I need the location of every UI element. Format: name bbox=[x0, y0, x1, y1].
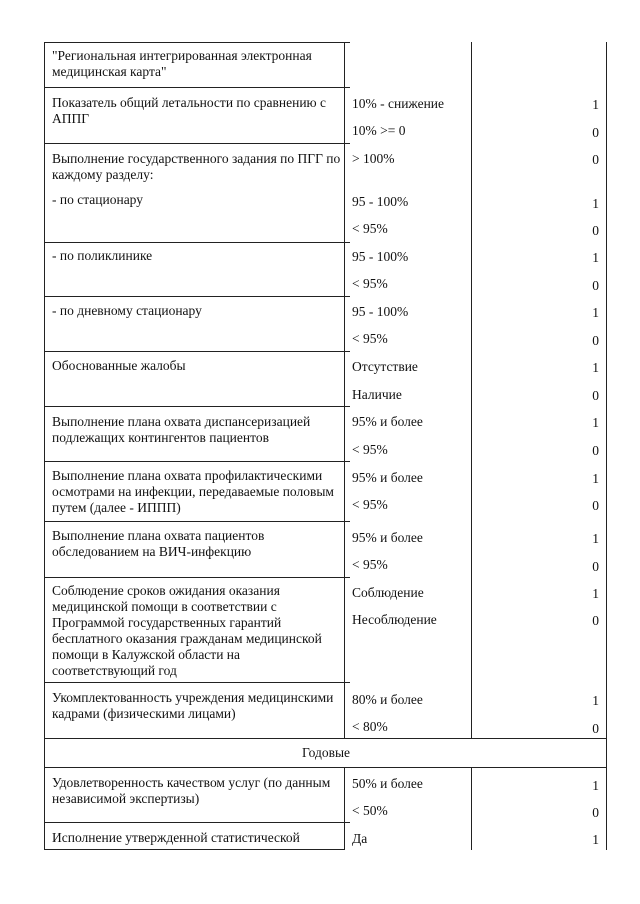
row-border bbox=[44, 351, 350, 352]
criterion-cell: "Региональная интегрированная электронная медицинская карта" bbox=[52, 48, 312, 79]
section-header: Годовые bbox=[301, 745, 351, 760]
points-cell: 0 bbox=[592, 559, 599, 574]
points-cell: 0 bbox=[592, 613, 599, 628]
value-cell: < 95% bbox=[352, 557, 388, 572]
row-border bbox=[44, 577, 350, 578]
value-cell: 80% и более bbox=[352, 692, 423, 707]
column-divider-value-lower bbox=[471, 767, 472, 850]
value-cell: Да bbox=[352, 831, 368, 846]
points-cell: 0 bbox=[592, 223, 599, 238]
value-cell: Наличие bbox=[352, 387, 402, 402]
row-border bbox=[44, 242, 350, 243]
table-border-right bbox=[606, 42, 607, 850]
row-border bbox=[44, 87, 350, 88]
row-border bbox=[44, 682, 350, 683]
points-cell: 1 bbox=[592, 360, 599, 375]
value-cell: < 50% bbox=[352, 803, 388, 818]
points-cell: 0 bbox=[592, 498, 599, 513]
value-cell: < 95% bbox=[352, 442, 388, 457]
value-cell: Соблюдение bbox=[352, 585, 424, 600]
value-cell: 95 - 100% bbox=[352, 304, 409, 319]
value-cell: < 95% bbox=[352, 331, 388, 346]
criterion-cell: Выполнение плана охвата профилактическими осмотрами на инфекции, передаваемые половым путем (далее - ИППП) bbox=[52, 468, 334, 515]
value-cell: < 95% bbox=[352, 276, 388, 291]
value-cell: < 95% bbox=[352, 497, 388, 512]
criterion-cell: - по поликлинике bbox=[52, 248, 153, 263]
column-divider-criterion bbox=[344, 42, 345, 738]
value-cell: 10% >= 0 bbox=[352, 123, 406, 138]
value-cell: < 80% bbox=[352, 719, 388, 734]
points-cell: 0 bbox=[592, 388, 599, 403]
value-cell: 95 - 100% bbox=[352, 249, 409, 264]
criterion-cell: Удовлетворенность качеством услуг (по данным независимой экспертизы) bbox=[52, 775, 331, 806]
criterion-cell: Показатель общий летальности по сравнению с АППГ bbox=[52, 95, 326, 126]
points-cell: 0 bbox=[592, 333, 599, 348]
row-border bbox=[44, 822, 350, 823]
value-cell: 10% - снижение bbox=[352, 96, 445, 111]
value-cell: Несоблюдение bbox=[352, 612, 437, 627]
criterion-cell: Укомплектованность учреждения медицинскими кадрами (физическими лицами) bbox=[52, 690, 334, 721]
column-divider-value bbox=[471, 42, 472, 738]
row-border-full bbox=[44, 738, 607, 739]
points-cell: 0 bbox=[592, 152, 599, 167]
value-cell: < 95% bbox=[352, 221, 388, 236]
value-cell: 50% и более bbox=[352, 776, 423, 791]
points-cell: 1 bbox=[592, 693, 599, 708]
points-cell: 1 bbox=[592, 97, 599, 112]
criterion-cell: Выполнение плана охвата диспансеризацией подлежащих контингентов пациентов bbox=[52, 414, 311, 445]
criterion-cell: - по стационару bbox=[52, 192, 144, 207]
points-cell: 1 bbox=[592, 250, 599, 265]
points-cell: 1 bbox=[592, 832, 599, 847]
points-cell: 1 bbox=[592, 196, 599, 211]
points-cell: 1 bbox=[592, 778, 599, 793]
points-cell: 0 bbox=[592, 805, 599, 820]
criterion-cell: Выполнение государственного задания по ПГГ по каждому разделу: bbox=[52, 151, 341, 182]
value-cell: 95% и более bbox=[352, 470, 423, 485]
row-border bbox=[44, 42, 350, 43]
points-cell: 1 bbox=[592, 586, 599, 601]
points-cell: 0 bbox=[592, 125, 599, 140]
value-cell: 95 - 100% bbox=[352, 194, 409, 209]
column-divider-criterion-lower bbox=[344, 767, 345, 850]
row-border-full bbox=[44, 767, 607, 768]
points-cell: 1 bbox=[592, 471, 599, 486]
row-border bbox=[44, 296, 350, 297]
criterion-cell: Выполнение плана охвата пациентов обследованием на ВИЧ-инфекцию bbox=[52, 528, 265, 559]
row-border bbox=[44, 849, 344, 850]
row-border bbox=[44, 406, 350, 407]
criterion-cell: Соблюдение сроков ожидания оказания медицинской помощи в соответствии с Программой государственных гарантий бесплатного оказания гражданам медицинской помощи в Калужской области на соответствующий год bbox=[52, 583, 322, 678]
row-border bbox=[44, 461, 350, 462]
points-cell: 0 bbox=[592, 721, 599, 736]
row-border bbox=[44, 521, 350, 522]
criterion-cell: Исполнение утвержденной статистической bbox=[52, 830, 300, 845]
criterion-cell: Обоснованные жалобы bbox=[52, 358, 186, 373]
points-cell: 1 bbox=[592, 415, 599, 430]
value-cell: > 100% bbox=[352, 151, 395, 166]
points-cell: 1 bbox=[592, 531, 599, 546]
value-cell: Отсутствие bbox=[352, 359, 418, 374]
row-border bbox=[44, 143, 350, 144]
table-border-left bbox=[44, 42, 45, 850]
points-cell: 0 bbox=[592, 278, 599, 293]
value-cell: 95% и более bbox=[352, 530, 423, 545]
points-cell: 0 bbox=[592, 443, 599, 458]
points-cell: 1 bbox=[592, 305, 599, 320]
value-cell: 95% и более bbox=[352, 414, 423, 429]
criterion-cell: - по дневному стационару bbox=[52, 303, 202, 318]
